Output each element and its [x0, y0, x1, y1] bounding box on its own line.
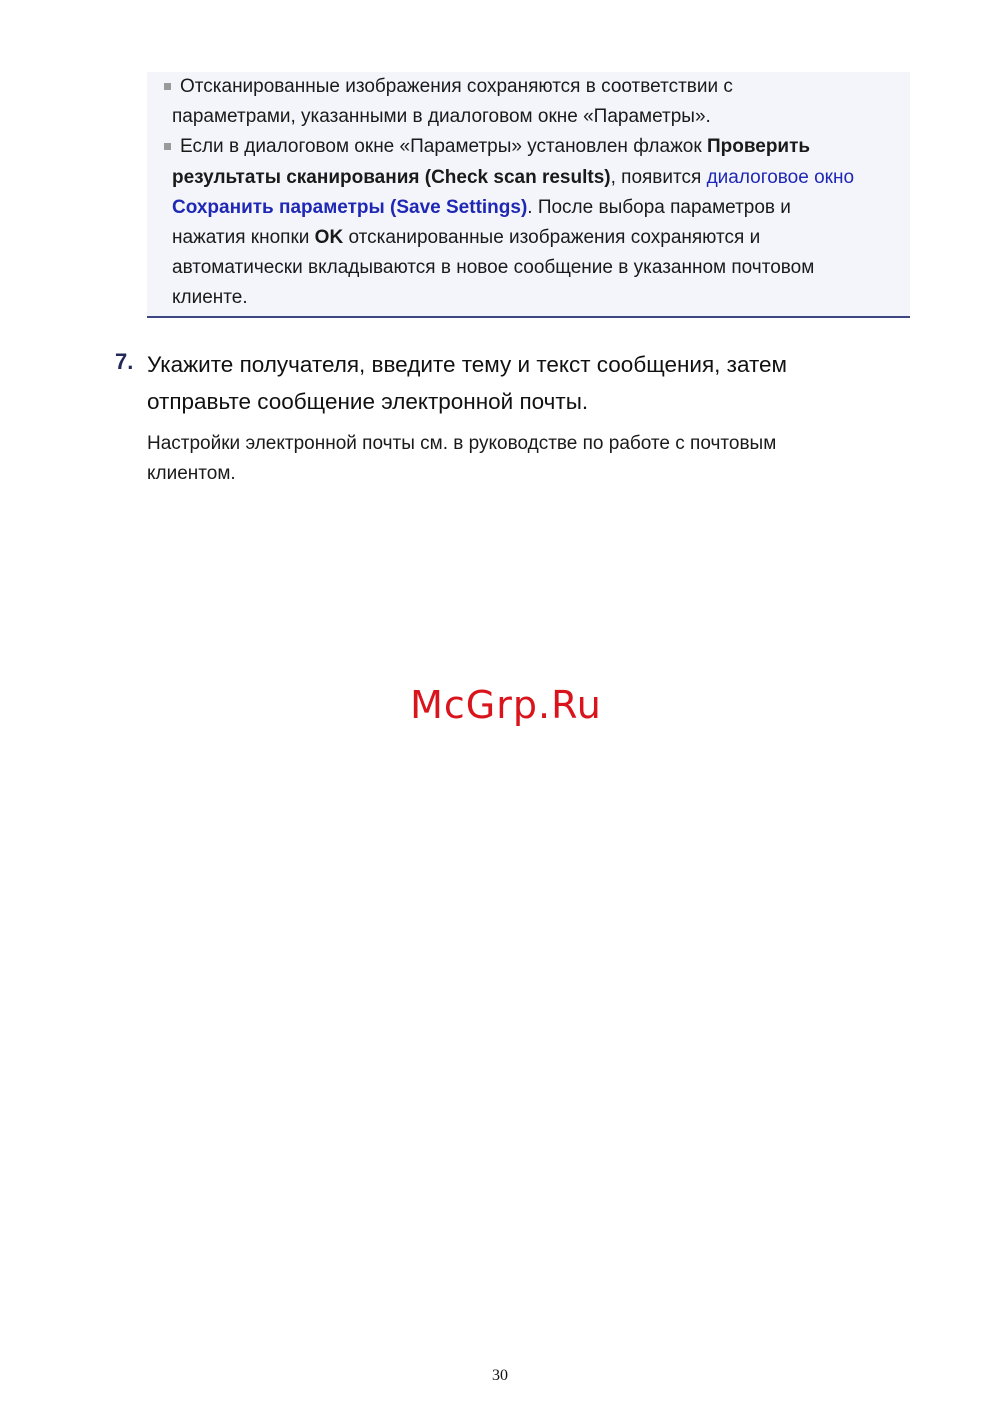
step-description — [147, 429, 776, 489]
step-description-line: Настройки электронной почты см. в руководстве по работе с почтовым — [147, 433, 777, 454]
note-text: клиенте. — [172, 287, 248, 309]
note-text: отсканированные изображения сохраняются и — [343, 227, 761, 249]
note-text: . После выбора параметров и — [527, 196, 791, 218]
watermark: McGrp.Ru — [410, 683, 602, 727]
option-name: Проверить — [706, 136, 811, 158]
square-bullet-icon — [164, 143, 171, 150]
save-settings-dialog-link[interactable]: диалоговое окно — [706, 166, 855, 188]
step-title-line: отправьте сообщение электронной почты. — [147, 388, 589, 414]
step-number: 7. — [115, 349, 134, 374]
note-text: Если в диалоговом окне «Параметры» установлен флажок — [180, 136, 707, 158]
note-text: параметрами, указанными в диалоговом окне «Параметры». — [172, 106, 711, 128]
option-name: результаты сканирования (Check scan results) — [172, 166, 611, 188]
note-text: нажатия кнопки — [172, 227, 315, 249]
note-text: Отсканированные изображения сохраняются в соответствии с — [180, 76, 733, 97]
step-title — [147, 347, 787, 420]
note-text: , появится — [610, 166, 707, 188]
step-title-line: Укажите получателя, введите тему и текст сообщения, затем — [147, 352, 788, 377]
ok-button-name: OK — [314, 227, 344, 249]
note-box — [147, 72, 910, 318]
step-description-line: клиентом. — [147, 463, 236, 485]
note-list — [172, 72, 910, 314]
save-settings-dialog-link-bold[interactable]: Сохранить параметры (Save Settings) — [172, 196, 528, 218]
note-text: автоматически вкладываются в новое сообщение в указанном почтовом — [172, 257, 815, 279]
note-item-check-scan-results — [172, 132, 910, 313]
page-number: 30 — [492, 1367, 508, 1384]
note-item-saved-images — [172, 72, 910, 132]
square-bullet-icon — [164, 83, 171, 90]
